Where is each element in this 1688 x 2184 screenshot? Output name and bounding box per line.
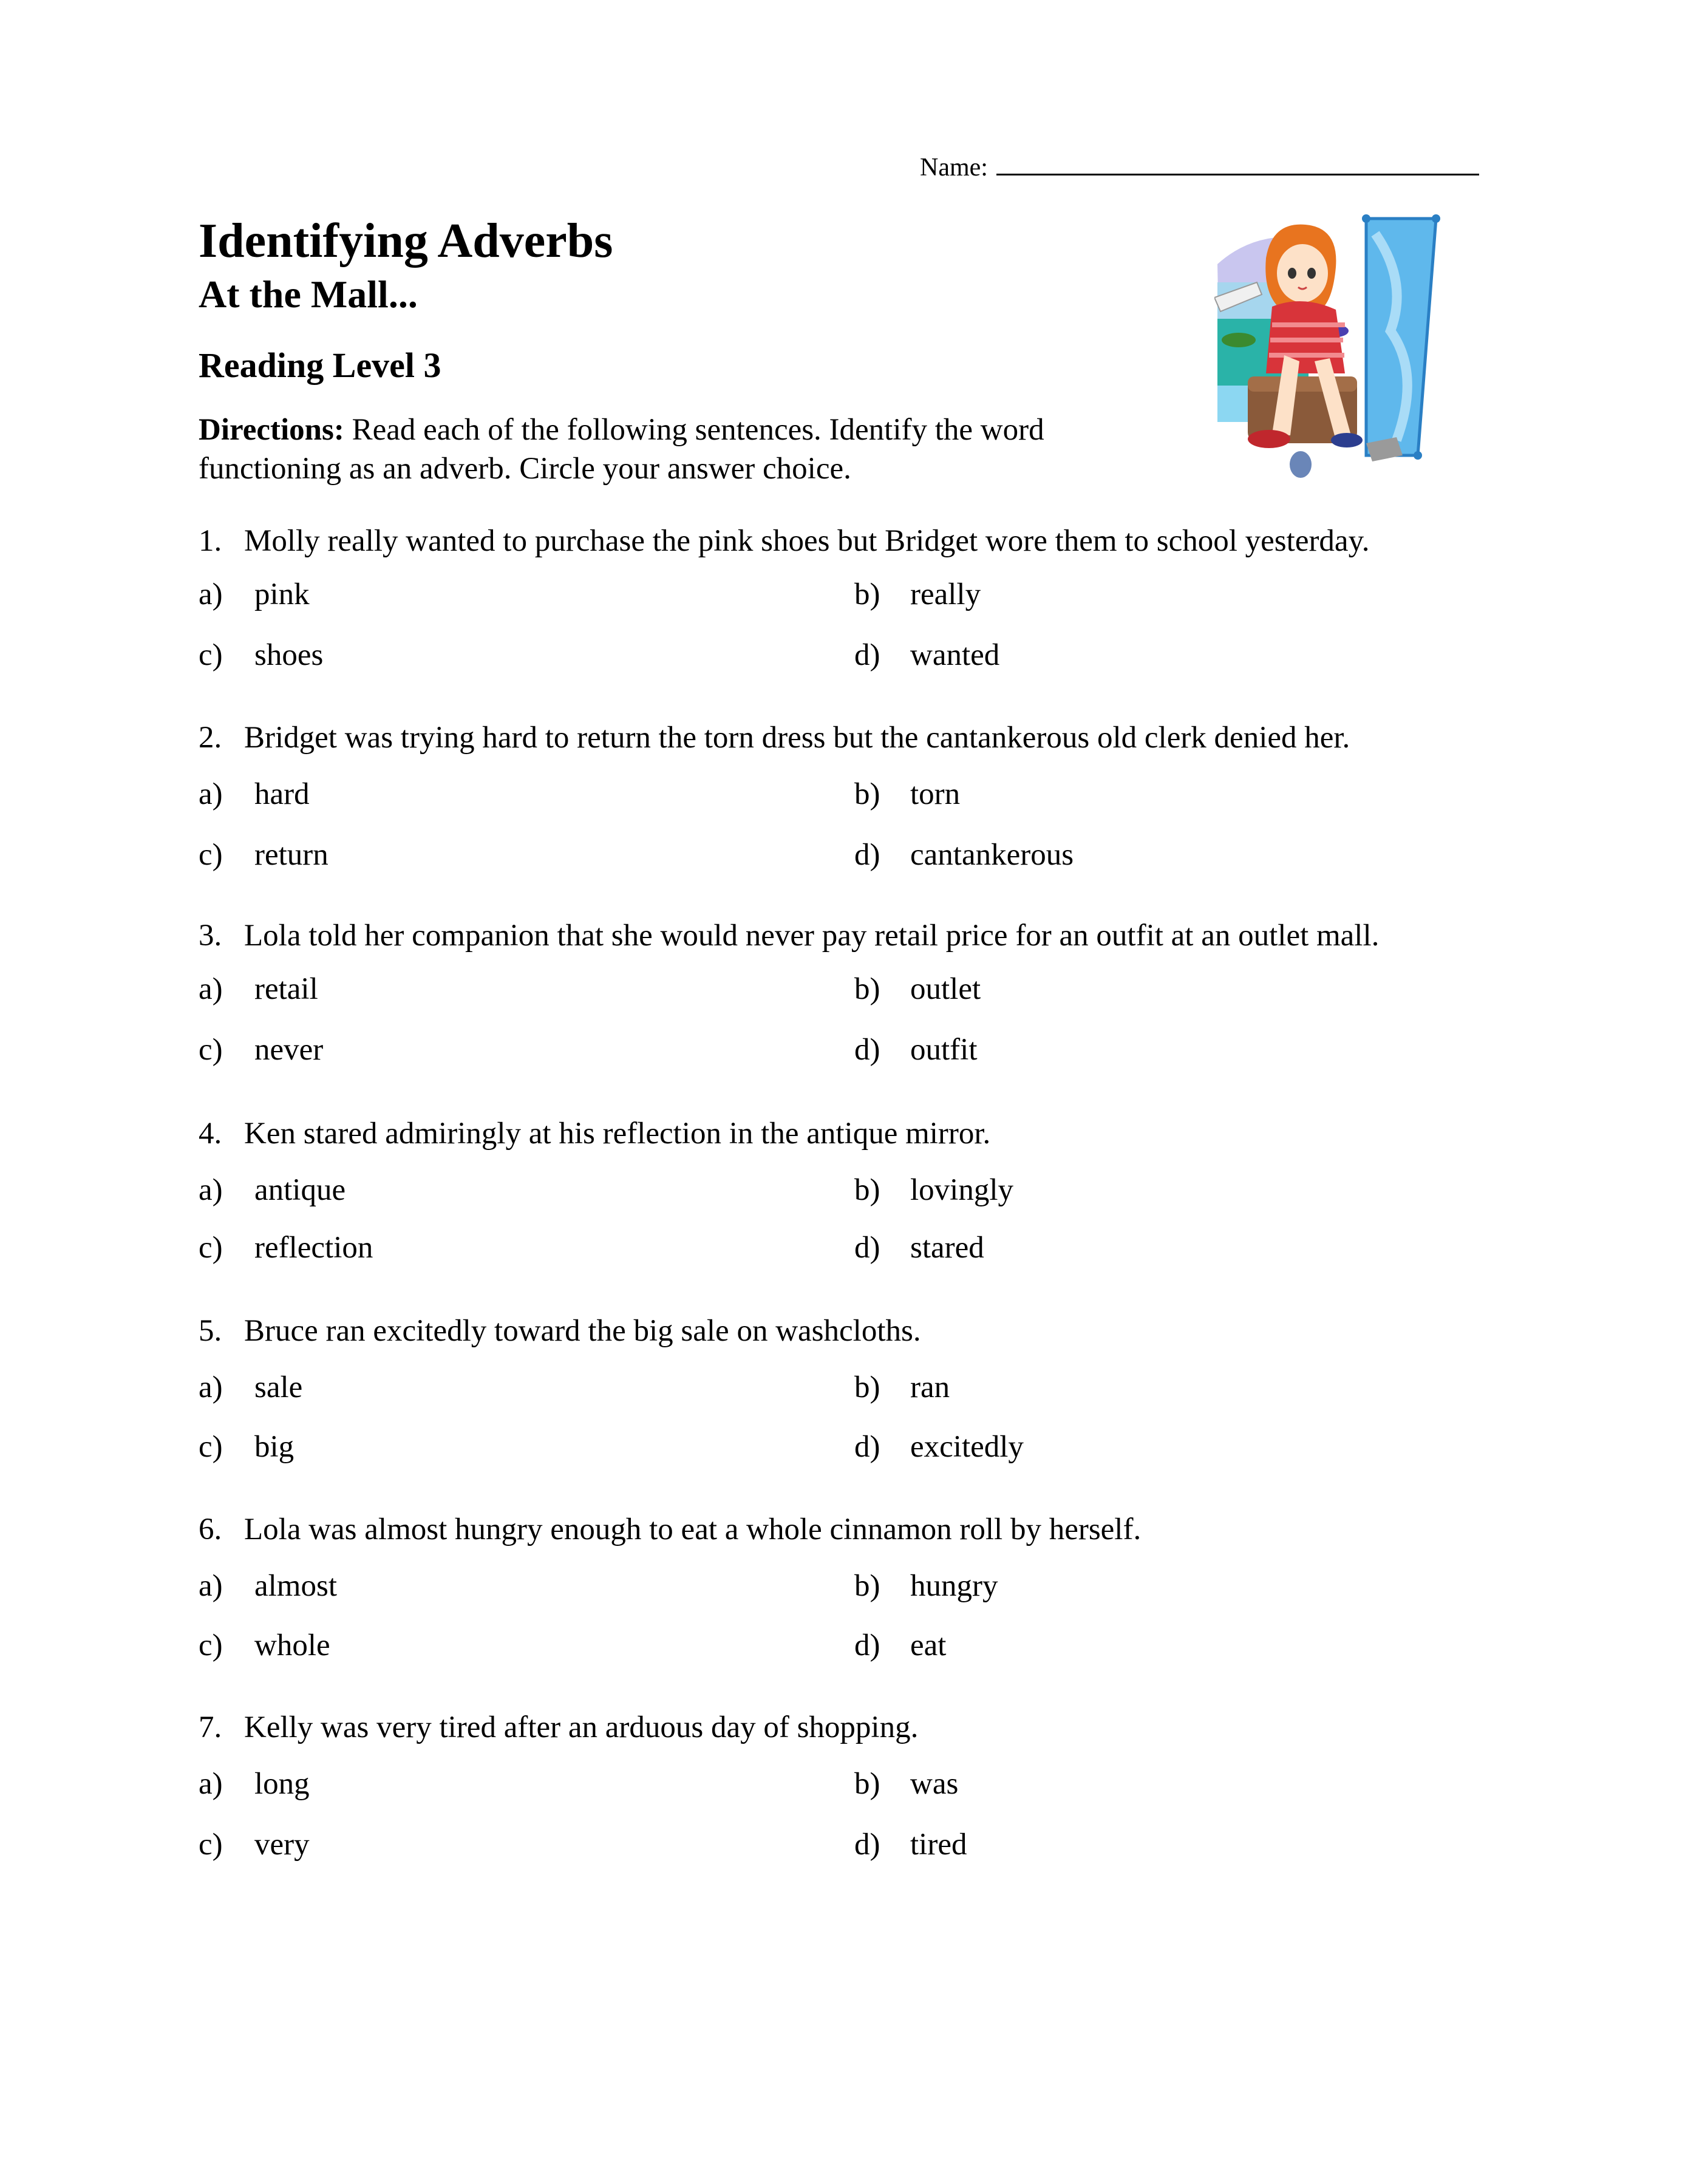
option-a[interactable] <box>199 777 310 812</box>
option-letter: b) <box>854 1370 880 1404</box>
option-a[interactable] <box>199 1766 310 1801</box>
option-letter: b) <box>854 777 880 811</box>
question-2 <box>199 720 1504 877</box>
directions-text: Read each of the following sentences. Identify the word functioning as an adverb. Circle your answer choice. <box>199 413 1044 486</box>
option-a[interactable] <box>199 1172 345 1208</box>
question-text: Kelly was very tired after an arduous day of shopping. <box>244 1710 919 1744</box>
question-text: Bruce ran excitedly toward the big sale on washcloths. <box>244 1314 921 1348</box>
option-b[interactable] <box>854 777 960 812</box>
option-text: very <box>254 1828 310 1862</box>
option-b[interactable] <box>854 1172 1013 1208</box>
option-text: long <box>254 1767 310 1801</box>
option-c[interactable] <box>199 1230 373 1265</box>
option-a[interactable] <box>199 971 318 1007</box>
directions <box>199 410 1134 488</box>
option-text: sale <box>254 1370 303 1404</box>
question-7 <box>199 1710 1504 1866</box>
option-d[interactable] <box>854 837 1074 873</box>
option-text: was <box>910 1767 959 1801</box>
name-blank-line <box>996 146 1479 175</box>
question-number: 6. <box>199 1512 222 1546</box>
option-text: antique <box>254 1173 346 1207</box>
option-d[interactable] <box>854 1628 946 1663</box>
option-d[interactable] <box>854 638 999 673</box>
option-text: whole <box>254 1628 330 1662</box>
option-letter: c) <box>199 1828 223 1862</box>
option-text: almost <box>254 1569 337 1603</box>
option-a[interactable] <box>199 1568 337 1604</box>
option-text: outlet <box>910 972 981 1006</box>
option-text: tired <box>910 1828 967 1862</box>
option-text: ran <box>910 1370 950 1404</box>
reading-level: Reading Level 3 <box>199 345 441 385</box>
option-letter: a) <box>199 777 223 811</box>
option-text: excitedly <box>910 1430 1024 1464</box>
option-c[interactable] <box>199 837 328 873</box>
option-letter: c) <box>199 1231 223 1265</box>
option-text: shoes <box>254 638 324 672</box>
option-text: wanted <box>910 638 1000 672</box>
name-label: Name: <box>920 154 988 182</box>
option-text: lovingly <box>910 1173 1014 1207</box>
question-3 <box>199 918 1504 1075</box>
question-5 <box>199 1313 1504 1470</box>
option-text: really <box>910 577 981 611</box>
option-text: retail <box>254 972 318 1006</box>
option-text: torn <box>910 777 961 811</box>
option-text: hungry <box>910 1569 998 1603</box>
option-d[interactable] <box>854 1230 984 1265</box>
option-b[interactable] <box>854 971 981 1007</box>
option-letter: d) <box>854 638 880 672</box>
option-letter: c) <box>199 1430 223 1464</box>
option-letter: b) <box>854 1767 880 1801</box>
option-letter: b) <box>854 972 880 1006</box>
option-text: return <box>254 838 328 872</box>
option-text: big <box>254 1430 294 1464</box>
option-d[interactable] <box>854 1032 978 1067</box>
option-letter: d) <box>854 1231 880 1265</box>
option-letter: c) <box>199 638 223 672</box>
directions-label: Directions: <box>199 413 344 447</box>
option-letter: a) <box>199 1370 223 1404</box>
option-letter: d) <box>854 838 880 872</box>
option-letter: b) <box>854 1173 880 1207</box>
name-field <box>920 146 1479 182</box>
option-a[interactable] <box>199 577 310 612</box>
option-text: hard <box>254 777 310 811</box>
option-letter: a) <box>199 972 223 1006</box>
option-letter: b) <box>854 577 880 611</box>
option-letter: a) <box>199 577 223 611</box>
question-text: Bridget was trying hard to return the torn dress but the cantankerous old clerk denied her. <box>244 721 1350 755</box>
option-text: stared <box>910 1231 984 1265</box>
option-letter: d) <box>854 1828 880 1862</box>
option-c[interactable] <box>199 1628 330 1663</box>
question-number: 5. <box>199 1314 222 1348</box>
option-c[interactable] <box>199 638 323 673</box>
option-text: pink <box>254 577 310 611</box>
question-text: Lola told her companion that she would never pay retail price for an outfit at an outlet mall. <box>244 919 1380 953</box>
question-text: Ken stared admiringly at his reflection in the antique mirror. <box>244 1117 991 1151</box>
option-letter: c) <box>199 1628 223 1662</box>
question-number: 4. <box>199 1117 222 1151</box>
question-text: Molly really wanted to purchase the pink shoes but Bridget wore them to school yesterday. <box>244 524 1370 558</box>
question-number: 2. <box>199 721 222 755</box>
option-d[interactable] <box>854 1429 1024 1465</box>
option-d[interactable] <box>854 1827 967 1862</box>
option-b[interactable] <box>854 1370 950 1405</box>
option-letter: d) <box>854 1430 880 1464</box>
option-text: eat <box>910 1628 947 1662</box>
option-a[interactable] <box>199 1370 302 1405</box>
option-text: outfit <box>910 1033 978 1067</box>
option-b[interactable] <box>854 1766 958 1801</box>
option-letter: a) <box>199 1569 223 1603</box>
question-number: 7. <box>199 1710 222 1744</box>
option-letter: c) <box>199 1033 223 1067</box>
option-text: reflection <box>254 1231 373 1265</box>
question-number: 3. <box>199 919 222 953</box>
option-c[interactable] <box>199 1827 310 1862</box>
option-c[interactable] <box>199 1032 323 1067</box>
question-1 <box>199 523 1504 680</box>
worksheet-title: Identifying Adverbs <box>199 214 613 268</box>
question-text: Lola was almost hungry enough to eat a whole cinnamon roll by herself. <box>244 1512 1142 1546</box>
option-b[interactable] <box>854 577 981 612</box>
option-letter: a) <box>199 1173 223 1207</box>
question-number: 1. <box>199 524 222 558</box>
option-letter: a) <box>199 1767 223 1801</box>
option-letter: d) <box>854 1628 880 1662</box>
option-b[interactable] <box>854 1568 998 1604</box>
option-c[interactable] <box>199 1429 294 1465</box>
question-6 <box>199 1512 1504 1669</box>
option-text: cantankerous <box>910 838 1074 872</box>
option-letter: c) <box>199 838 223 872</box>
option-letter: b) <box>854 1569 880 1603</box>
question-4 <box>199 1116 1504 1273</box>
option-text: never <box>254 1033 324 1067</box>
girl-sitting-mirror-illustration <box>1214 209 1457 483</box>
option-letter: d) <box>854 1033 880 1067</box>
worksheet-subtitle: At the Mall... <box>199 273 418 316</box>
